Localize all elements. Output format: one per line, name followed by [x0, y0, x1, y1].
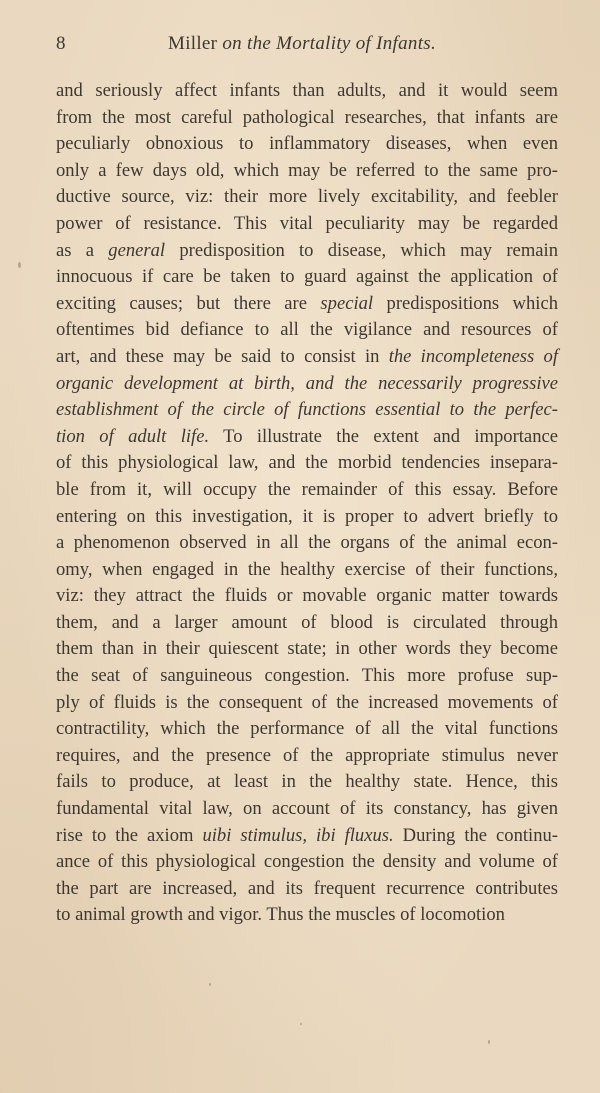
- text-line: [56, 902, 558, 929]
- text-line: [56, 105, 558, 132]
- text-line: [56, 450, 558, 477]
- text-run: to animal growth and vigor. Thus the muscles of locomotion: [56, 904, 505, 926]
- text-run: art, and these may be said to consist in: [56, 345, 389, 367]
- text-run: the seat of sanguineous congestion. This more profuse sup-: [56, 665, 558, 687]
- text-run: ductive source, viz: their more lively excitability, and feebler: [56, 186, 558, 208]
- paper-speck: [300, 1023, 302, 1025]
- running-title-author: Miller: [168, 33, 218, 54]
- text-line: [56, 583, 558, 610]
- text-line: [56, 477, 558, 504]
- text-run: of this physiological law, and the morbid tendencies insepara-: [56, 452, 558, 474]
- text-line: [56, 743, 558, 770]
- text-line: [56, 211, 558, 238]
- text-line: [56, 690, 558, 717]
- text-line: [56, 610, 558, 637]
- text-line: [56, 716, 558, 743]
- text-run: a phenomenon observed in all the organs of the animal econ-: [56, 532, 558, 554]
- text-run: exciting causes; but there are: [56, 292, 321, 314]
- paper-speck: [18, 262, 21, 268]
- body-paragraph: [56, 78, 558, 929]
- text-run: them, and a larger amount of blood is circulated through: [56, 611, 558, 633]
- italic-text: organic development at birth, and the necessarily progressive: [56, 372, 558, 394]
- text-line: [56, 504, 558, 531]
- text-run: as a: [56, 239, 109, 261]
- paper-speck: [209, 983, 211, 986]
- running-head: [56, 33, 556, 59]
- text-line: [56, 131, 558, 158]
- text-line: [56, 557, 558, 584]
- text-run: peculiarly obnoxious to inflammatory diseases, when even: [56, 133, 558, 155]
- text-line: [56, 663, 558, 690]
- italic-text: tion of adult life.: [56, 425, 210, 447]
- italic-text: general: [108, 239, 166, 261]
- text-run: requires, and the presence of the appropriate stimulus never: [56, 744, 558, 766]
- text-run: ance of this physiological congestion the density and volume of: [56, 851, 558, 873]
- text-line: [56, 849, 558, 876]
- text-run: rise to the axiom: [56, 824, 203, 846]
- text-run: oftentimes bid defiance to all the vigilance and resources of: [56, 319, 558, 341]
- italic-text: uibi stimulus, ibi fluxus.: [202, 824, 394, 846]
- text-run: ply of fluids is the consequent of the increased movements of: [56, 691, 558, 713]
- text-line: [56, 371, 558, 398]
- text-run: and seriously affect infants than adults, and it would seem: [56, 80, 558, 101]
- page-number: 8: [56, 33, 66, 54]
- text-line: [56, 530, 558, 557]
- text-run: only a few days old, which may be referred to the same pro-: [56, 159, 558, 181]
- text-line: [56, 184, 558, 211]
- text-line: [56, 158, 558, 185]
- italic-text: special: [320, 292, 374, 314]
- text-run: from the most careful pathological researches, that infants are: [56, 106, 558, 128]
- running-title: [168, 33, 436, 55]
- text-run: predisposition to disease, which may remain: [165, 239, 558, 261]
- text-run: To illustrate the extent and importance: [209, 425, 558, 447]
- text-line: [56, 238, 558, 265]
- text-line: [56, 264, 558, 291]
- text-run: them than in their quiescent state; in other words they become: [56, 638, 558, 660]
- text-run: fundamental vital law, on account of its constancy, has given: [56, 798, 558, 820]
- text-run: power of resistance. This vital peculiarity may be regarded: [56, 212, 558, 234]
- text-line: [56, 636, 558, 663]
- text-line: [56, 317, 558, 344]
- text-line: [56, 876, 558, 903]
- text-line: [56, 424, 558, 451]
- text-run: ble from it, will occupy the remainder of this essay. Before: [56, 478, 558, 500]
- paper-speck: [488, 1040, 490, 1044]
- running-title-italic: on the Mortality of Infants.: [222, 33, 437, 54]
- text-line: [56, 397, 558, 424]
- text-run: predispositions which: [373, 292, 558, 314]
- text-run: entering on this investigation, it is proper to advert briefly to: [56, 505, 558, 527]
- text-run: During the continu-: [393, 824, 558, 846]
- text-run: viz: they attract the fluids or movable organic matter towards: [56, 585, 558, 607]
- text-line: [56, 344, 558, 371]
- text-run: the part are increased, and its frequent recurrence contributes: [56, 877, 558, 899]
- italic-text: the incompleteness of: [388, 345, 558, 367]
- text-line: [56, 796, 558, 823]
- text-run: omy, when engaged in the healthy exercise of their functions,: [56, 558, 558, 580]
- text-run: fails to produce, at least in the healthy state. Hence, this: [56, 771, 558, 793]
- text-run: innocuous if care be taken to guard against the application of: [56, 266, 558, 288]
- text-run: contractility, which the performance of all the vital functions: [56, 718, 558, 740]
- text-line: [56, 291, 558, 318]
- text-line: [56, 769, 558, 796]
- text-line: [56, 823, 558, 850]
- text-line: [56, 78, 558, 105]
- italic-text: establishment of the circle of functions essential to the perfec-: [56, 399, 558, 421]
